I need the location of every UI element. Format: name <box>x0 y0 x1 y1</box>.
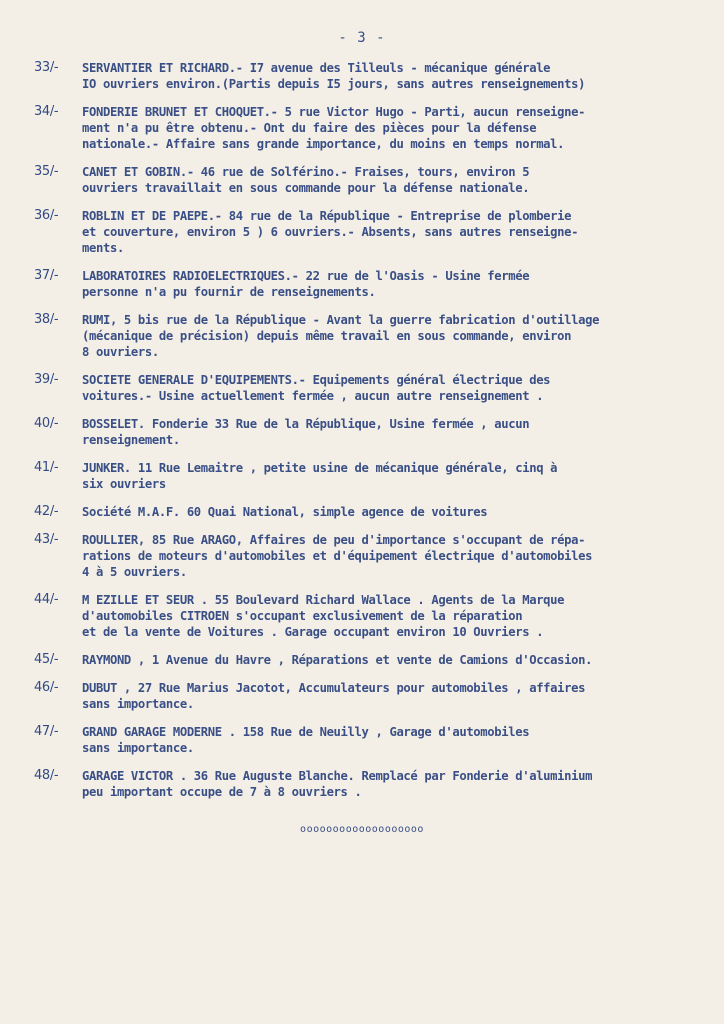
entry-text-line: LABORATOIRES RADIOELECTRIQUES.- 22 rue de l'Oasis - Usine fermée <box>82 269 530 283</box>
list-item <box>34 60 718 92</box>
entry-number: 46/- <box>34 680 59 695</box>
entry-number: 41/- <box>34 460 59 475</box>
list-item <box>34 680 718 712</box>
list-item <box>34 164 718 196</box>
entry-number: 33/- <box>34 60 59 75</box>
entry-text-line: et couverture, environ 5 ) 6 ouvriers.- Absents, sans autres renseigne- <box>82 225 579 239</box>
entry-text-line: ROBLIN ET DE PAEPE.- 84 rue de la République - Entreprise de plomberie <box>82 209 572 223</box>
entry-text-line: FONDERIE BRUNET ET CHOQUET.- 5 rue Victor Hugo - Parti, aucun renseigne- <box>82 105 586 119</box>
entry-number: 47/- <box>34 724 59 739</box>
entry-number: 34/- <box>34 104 59 119</box>
entry-text-line: Société M.A.F. 60 Quai National, simple agence de voitures <box>82 505 488 519</box>
list-item <box>34 504 718 520</box>
list-item <box>34 724 718 756</box>
entry-number: 48/- <box>34 768 59 783</box>
entry-number: 35/- <box>34 164 59 179</box>
list-item <box>34 372 718 404</box>
entry-text-line: 4 à 5 ouvriers. <box>82 565 187 579</box>
entry-text-line: GRAND GARAGE MODERNE . 158 Rue de Neuilly , Garage d'automobiles <box>82 725 530 739</box>
entry-text-line: RUMI, 5 bis rue de la République - Avant la guerre fabrication d'outillage <box>82 313 600 327</box>
entry-number: 36/- <box>34 208 59 223</box>
page-number: - 3 - <box>338 30 386 46</box>
entry-text-line: SOCIETE GENERALE D'EQUIPEMENTS.- Equipements général électrique des <box>82 373 551 387</box>
entry-text-line: ROULLIER, 85 Rue ARAGO, Affaires de peu d'importance s'occupant de répa- <box>82 533 586 547</box>
entry-text-line: (mécanique de précision) depuis même travail en sous commande, environ <box>82 329 572 343</box>
entry-text-line: sans importance. <box>82 697 194 711</box>
footer-separator: ooooooooooooooooooo <box>300 824 424 835</box>
entry-text-line: rations de moteurs d'automobiles et d'équipement électrique d'automobiles <box>82 549 593 563</box>
entry-text-line: CANET ET GOBIN.- 46 rue de Solférino.- Fraises, tours, environ 5 <box>82 165 530 179</box>
entry-number: 39/- <box>34 372 59 387</box>
entry-text-line: M EZILLE ET SEUR . 55 Boulevard Richard Wallace . Agents de la Marque <box>82 593 565 607</box>
entry-text-line: SERVANTIER ET RICHARD.- I7 avenue des Tilleuls - mécanique générale <box>82 61 551 75</box>
list-item <box>34 768 718 800</box>
entries-list <box>34 60 718 812</box>
list-item <box>34 592 718 640</box>
list-item <box>34 268 718 300</box>
list-item <box>34 416 718 448</box>
entry-text-line: JUNKER. 11 Rue Lemaitre , petite usine de mécanique générale, cinq à <box>82 461 558 475</box>
entry-text-line: d'automobiles CITROEN s'occupant exclusivement de la réparation <box>82 609 523 623</box>
entry-number: 42/- <box>34 504 59 519</box>
entry-text-line: voitures.- Usine actuellement fermée , aucun autre renseignement . <box>82 389 544 403</box>
entry-text-line: renseignement. <box>82 433 180 447</box>
list-item <box>34 208 718 256</box>
entry-text-line: GARAGE VICTOR . 36 Rue Auguste Blanche. Remplacé par Fonderie d'aluminium <box>82 769 593 783</box>
entry-text-line: six ouvriers <box>82 477 166 491</box>
entry-text-line: BOSSELET. Fonderie 33 Rue de la République, Usine fermée , aucun <box>82 417 530 431</box>
entry-number: 45/- <box>34 652 59 667</box>
entry-text-line: personne n'a pu fournir de renseignements. <box>82 285 376 299</box>
entry-text-line: ouvriers travaillait en sous commande pour la défense nationale. <box>82 181 530 195</box>
entry-number: 40/- <box>34 416 59 431</box>
entry-number: 43/- <box>34 532 59 547</box>
entry-text-line: RAYMOND , 1 Avenue du Havre , Réparations et vente de Camions d'Occasion. <box>82 653 593 667</box>
list-item <box>34 652 718 668</box>
list-item <box>34 104 718 152</box>
entry-number: 38/- <box>34 312 59 327</box>
entry-text-line: ment n'a pu être obtenu.- Ont du faire des pièces pour la défense <box>82 121 537 135</box>
entry-number: 37/- <box>34 268 59 283</box>
entry-text-line: 8 ouvriers. <box>82 345 159 359</box>
entry-text-line: et de la vente de Voitures . Garage occupant environ 10 Ouvriers . <box>82 625 544 639</box>
entry-text-line: ments. <box>82 241 124 255</box>
entry-number: 44/- <box>34 592 59 607</box>
entry-text-line: peu important occupe de 7 à 8 ouvriers . <box>82 785 362 799</box>
entry-text-line: nationale.- Affaire sans grande importance, du moins en temps normal. <box>82 137 565 151</box>
entry-text-line: sans importance. <box>82 741 194 755</box>
list-item <box>34 312 718 360</box>
entry-text-line: IO ouvriers environ.(Partis depuis I5 jours, sans autres renseignements) <box>82 77 586 91</box>
entry-text-line: DUBUT , 27 Rue Marius Jacotot, Accumulateurs pour automobiles , affaires <box>82 681 586 695</box>
list-item <box>34 532 718 580</box>
list-item <box>34 460 718 492</box>
